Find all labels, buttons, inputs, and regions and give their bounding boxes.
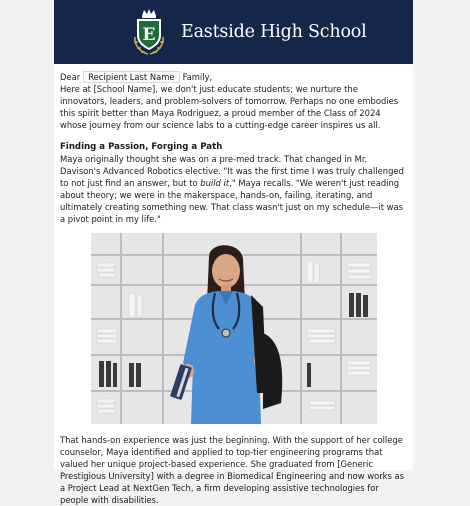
school-crest-icon — [130, 7, 168, 57]
section-heading: Finding a Passion, Forging a Path — [60, 142, 223, 152]
svg-text:E: E — [142, 25, 156, 45]
student-photo — [91, 233, 377, 424]
intro-paragraph: Here at [School Name], we don't just educate students; we nurture the innovators, leaders, and problem-solvers of tomorrow. Perhaps no one embodies this spirit better than Maya Rodriguez, a proud member of the Class of 2024 whose journey from our science labs to a cutting-edge career inspires us all. — [60, 84, 399, 130]
school-name: Eastside High School — [181, 22, 367, 42]
story-paragraph — [60, 153, 407, 225]
greeting-line — [60, 71, 407, 83]
greeting-family: Family, — [182, 72, 213, 82]
greeting-dear: Dear — [60, 72, 81, 82]
story-text-start: Maya originally thought she was on a pre-med track. That changed in Mr. Davison's Advanced Robotics elective. "It was the first time I was truly challenged to not just find an answer, but to — [60, 154, 404, 188]
outcome-paragraph: That hands-on experience was just the beginning. With the support of her college counselor, Maya identified and applied to top-tier engineering programs that valued her unique project-based experience. She graduated from [Generic Prestigious University] with a degree in Biomedical Engineering and now works as a Project Lead at NextGen Tech, a firm developing assistive technologies for people with disabilities. — [60, 435, 405, 505]
story-emphasis: build it — [200, 178, 230, 188]
story-text-end: ," Maya recalls. "We weren't just reading about theory; we were in the makerspace, hands-on, failing, iterating, and ultimately creating something new. That class wasn't just on my schedule—it was a pivot point in my life." — [60, 178, 404, 224]
email-body — [54, 0, 413, 505]
recipient-merge-field[interactable]: Recipient Last Name — [83, 71, 179, 83]
email-content — [54, 64, 413, 506]
email-header — [54, 0, 413, 64]
